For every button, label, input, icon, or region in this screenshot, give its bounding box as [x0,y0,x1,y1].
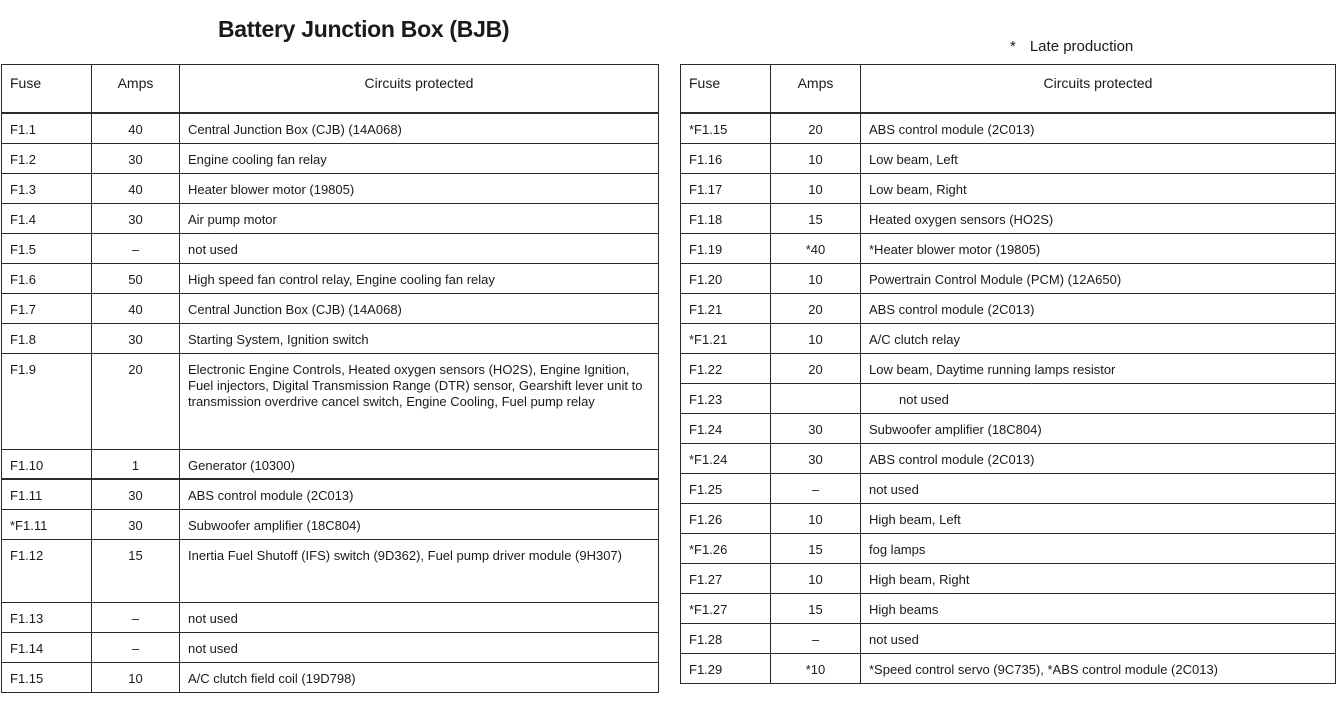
table-row [2,632,659,662]
fuse-id: F1.9 [2,353,92,449]
table-row [681,293,1336,323]
fuse-circuit: High beam, Left [861,503,1336,533]
fuse-circuit: not used [180,233,659,263]
fuse-id: F1.2 [2,143,92,173]
fuse-circuit: fog lamps [861,533,1336,563]
fuse-id: F1.6 [2,263,92,293]
table-row [2,323,659,353]
fuse-id: *F1.21 [681,323,771,353]
fuse-id: F1.11 [2,479,92,509]
fuse-circuit: not used [861,623,1336,653]
header-circuits: Circuits protected [180,65,659,114]
table-row [2,449,659,479]
fuse-circuit: not used [861,383,1336,413]
fuse-amps: 50 [92,263,180,293]
fuse-amps: – [92,602,180,632]
table-row [681,653,1336,683]
table-row [681,533,1336,563]
table-row [2,479,659,509]
fuse-circuit: ABS control module (2C013) [861,113,1336,143]
fuse-id: F1.12 [2,539,92,602]
fuse-circuit: A/C clutch field coil (19D798) [180,662,659,692]
fuse-amps: 15 [771,203,861,233]
fuse-id: *F1.15 [681,113,771,143]
note-asterisk: * [1010,38,1016,55]
fuse-circuit: ABS control module (2C013) [861,293,1336,323]
fuse-id: F1.8 [2,323,92,353]
table-row [681,143,1336,173]
fuse-circuit: Low beam, Left [861,143,1336,173]
fuse-id: F1.18 [681,203,771,233]
fuse-circuit: Electronic Engine Controls, Heated oxygen sensors (HO2S), Engine Ignition, Fuel injectors, Digital Transmission Range (DTR) sensor, Gearshift lever unit to transmission overdrive cancel switch, Engine Cooling, Fuel pump relay [180,353,659,449]
fuse-amps: – [92,632,180,662]
table-row [681,173,1336,203]
fuse-amps: – [771,623,861,653]
table-row [2,353,659,449]
fuse-amps: 30 [92,479,180,509]
fuse-amps: 30 [92,203,180,233]
fuse-circuit: Engine cooling fan relay [180,143,659,173]
fuse-amps: 30 [771,413,861,443]
fuse-circuit: Low beam, Daytime running lamps resistor [861,353,1336,383]
fuse-circuit: Subwoofer amplifier (18C804) [861,413,1336,443]
table-row [2,143,659,173]
fuse-circuit: Low beam, Right [861,173,1336,203]
table-row [681,113,1336,143]
table-row [681,263,1336,293]
header-amps: Amps [771,65,861,114]
fuse-amps: 30 [92,509,180,539]
fuse-id: F1.22 [681,353,771,383]
note-text: Late production [1029,38,1134,55]
fuse-id: F1.23 [681,383,771,413]
fuse-id: F1.27 [681,563,771,593]
table-row [2,173,659,203]
fuse-circuit: ABS control module (2C013) [180,479,659,509]
fuse-id: F1.15 [2,662,92,692]
fuse-circuit: not used [180,632,659,662]
fuse-amps: 30 [92,323,180,353]
fuse-table-left [1,64,659,693]
fuse-circuit: Generator (10300) [180,449,659,479]
table-row [681,203,1336,233]
fuse-id: F1.7 [2,293,92,323]
fuse-circuit: Heated oxygen sensors (HO2S) [861,203,1336,233]
header-fuse: Fuse [681,65,771,114]
header-circuits: Circuits protected [861,65,1336,114]
fuse-amps: 15 [771,533,861,563]
fuse-amps: 10 [771,143,861,173]
fuse-circuit: *Heater blower motor (19805) [861,233,1336,263]
fuse-circuit: High beam, Right [861,563,1336,593]
table-row [681,323,1336,353]
fuse-amps: *10 [771,653,861,683]
fuse-id: F1.26 [681,503,771,533]
fuse-circuit: ABS control module (2C013) [861,443,1336,473]
fuse-circuit: Air pump motor [180,203,659,233]
table-row [2,539,659,602]
fuse-id: F1.24 [681,413,771,443]
fuse-amps: 10 [771,563,861,593]
fuse-amps: 15 [771,593,861,623]
fuse-id: *F1.26 [681,533,771,563]
fuse-amps: 20 [771,353,861,383]
table-header-row [681,65,1336,114]
fuse-circuit: Inertia Fuel Shutoff (IFS) switch (9D362), Fuel pump driver module (9H307) [180,539,659,602]
fuse-id: F1.29 [681,653,771,683]
fuse-circuit: High beams [861,593,1336,623]
fuse-id: F1.28 [681,623,771,653]
header-amps: Amps [92,65,180,114]
table-row [2,203,659,233]
table-row [2,662,659,692]
fuse-id: F1.4 [2,203,92,233]
fuse-amps [771,383,861,413]
table-row [681,413,1336,443]
table-row [2,113,659,143]
fuse-circuit: not used [861,473,1336,503]
fuse-id: F1.20 [681,263,771,293]
fuse-id: F1.13 [2,602,92,632]
fuse-amps: 20 [771,113,861,143]
fuse-id: F1.25 [681,473,771,503]
fuse-circuit: A/C clutch relay [861,323,1336,353]
fuse-amps: 30 [771,443,861,473]
fuse-amps: 40 [92,293,180,323]
table-row [681,593,1336,623]
fuse-circuit: Powertrain Control Module (PCM) (12A650) [861,263,1336,293]
fuse-id: F1.14 [2,632,92,662]
table-row [2,263,659,293]
fuse-circuit: High speed fan control relay, Engine cooling fan relay [180,263,659,293]
fuse-id: F1.5 [2,233,92,263]
fuse-id: *F1.11 [2,509,92,539]
fuse-amps: 10 [92,662,180,692]
fuse-amps: – [771,473,861,503]
fuse-circuit: Central Junction Box (CJB) (14A068) [180,113,659,143]
fuse-circuit: Subwoofer amplifier (18C804) [180,509,659,539]
fuse-id: *F1.24 [681,443,771,473]
fuse-circuit: Central Junction Box (CJB) (14A068) [180,293,659,323]
fuse-amps: *40 [771,233,861,263]
page-title: Battery Junction Box (BJB) [218,16,510,42]
fuse-circuit: Starting System, Ignition switch [180,323,659,353]
fuse-amps: – [92,233,180,263]
fuse-amps: 40 [92,173,180,203]
fuse-amps: 20 [92,353,180,449]
fuse-amps: 15 [92,539,180,602]
fuse-id: F1.16 [681,143,771,173]
table-row [681,473,1336,503]
fuse-amps: 10 [771,503,861,533]
table-header-row [2,65,659,114]
fuse-circuit: Heater blower motor (19805) [180,173,659,203]
fuse-circuit: *Speed control servo (9C735), *ABS control module (2C013) [861,653,1336,683]
table-row [2,602,659,632]
fuse-id: F1.17 [681,173,771,203]
fuse-amps: 10 [771,323,861,353]
table-row [681,353,1336,383]
fuse-amps: 10 [771,263,861,293]
table-row [681,563,1336,593]
table-row [2,293,659,323]
table-row [681,503,1336,533]
table-row [681,233,1336,263]
table-row [681,443,1336,473]
fuse-id: F1.1 [2,113,92,143]
fuse-amps: 10 [771,173,861,203]
fuse-amps: 20 [771,293,861,323]
fuse-amps: 40 [92,113,180,143]
table-row [681,623,1336,653]
fuse-id: *F1.27 [681,593,771,623]
fuse-table-right [680,64,1336,684]
table-row [2,509,659,539]
fuse-amps: 1 [92,449,180,479]
fuse-circuit: not used [180,602,659,632]
fuse-id: F1.10 [2,449,92,479]
fuse-id: F1.19 [681,233,771,263]
fuse-id: F1.3 [2,173,92,203]
fuse-id: F1.21 [681,293,771,323]
table-row [2,233,659,263]
table-row [681,383,1336,413]
header-fuse: Fuse [2,65,92,114]
late-production-note [1010,38,1133,55]
fuse-amps: 30 [92,143,180,173]
